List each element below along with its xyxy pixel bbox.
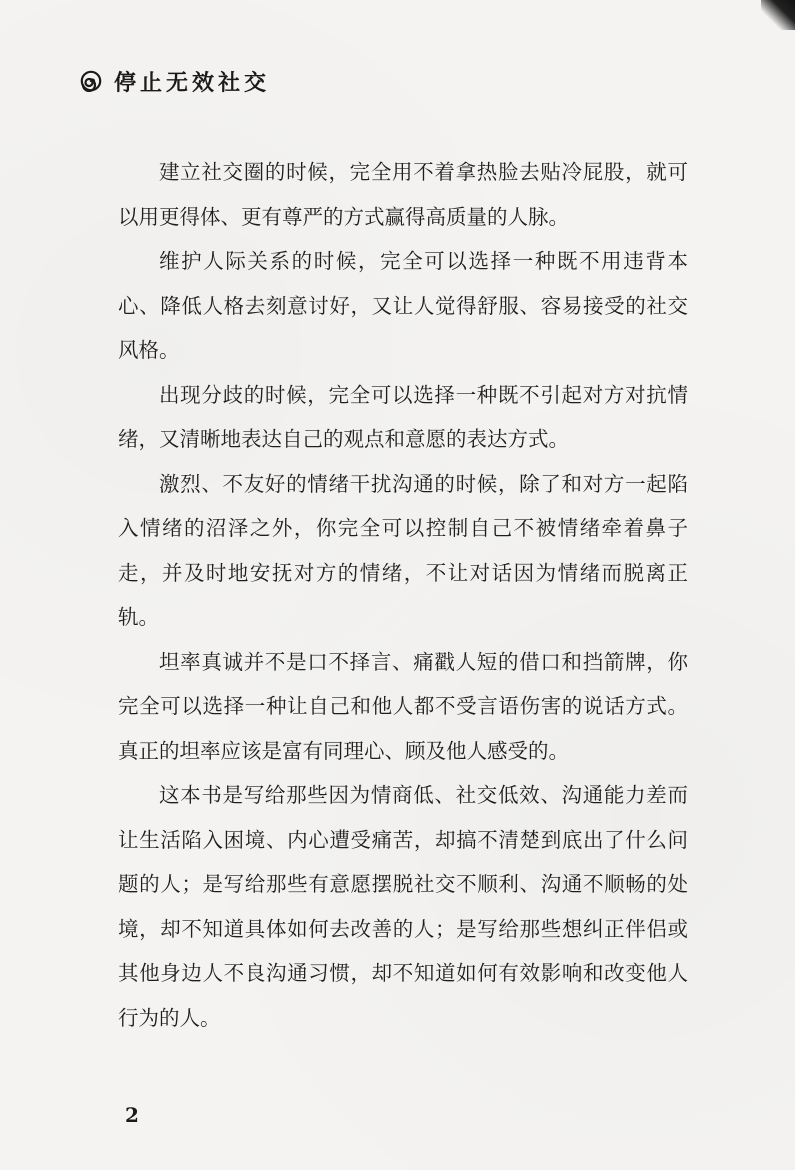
- paragraph: 这本书是写给那些因为情商低、社交低效、沟通能力差而让生活陷入困境、内心遭受痛苦，却搞不清楚到底出了什么问题的人；是写给那些有意愿摆脱社交不顺利、沟通不顺畅的处境，却不知道具体如何去改善的人；是写给那些想纠正伴侣或其他身边人不良沟通习惯，却不知道如何有效影响和改变他人行为的人。: [118, 783, 688, 1030]
- page-number: 2: [125, 1103, 139, 1127]
- paragraph: 建立社交圈的时候，完全用不着拿热脸去贴冷屁股，就可以用更得体、更有尊严的方式赢得高质量的人脉。: [118, 160, 688, 229]
- spiral-icon: [80, 70, 102, 92]
- paragraph: 维护人际关系的时候，完全可以选择一种既不用违背本心、降低人格去刻意讨好，又让人觉得舒服、容易接受的社交风格。: [118, 249, 688, 362]
- body-text: [118, 150, 688, 1040]
- paragraph: 激烈、不友好的情绪干扰沟通的时候，除了和对方一起陷入情绪的沼泽之外，你完全可以控制自己不被情绪牵着鼻子走，并及时地安抚对方的情绪，不让对话因为情绪而脱离正轨。: [118, 471, 688, 629]
- running-header: [80, 64, 270, 98]
- page-corner-mark: [761, 0, 795, 30]
- chapter-title: 停止无效社交: [114, 70, 271, 96]
- paragraph: 出现分歧的时候，完全可以选择一种既不引起对方对抗情绪，又清晰地表达自己的观点和意愿的表达方式。: [118, 382, 688, 451]
- paragraph: 坦率真诚并不是口不择言、痛戳人短的借口和挡箭牌，你完全可以选择一种让自己和他人都不受言语伤害的说话方式。真正的坦率应该是富有同理心、顾及他人感受的。: [118, 649, 688, 763]
